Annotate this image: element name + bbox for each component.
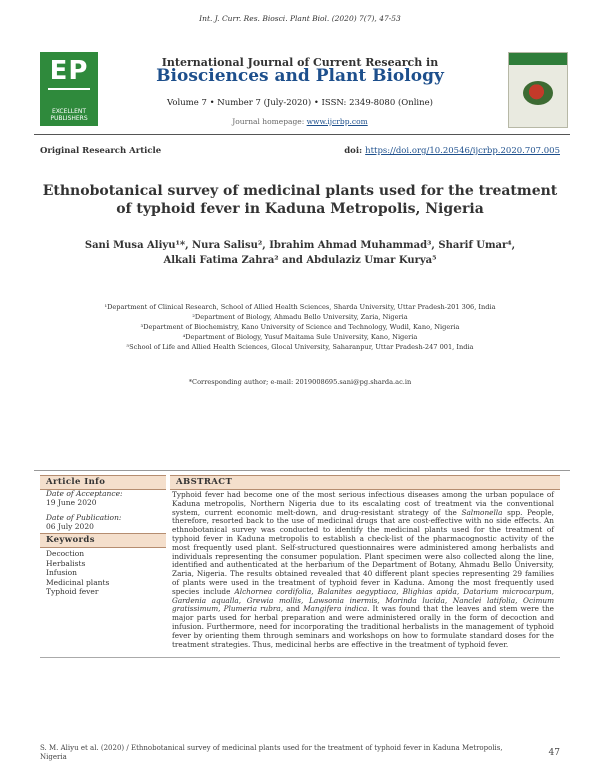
keyword-item: Decoction — [46, 549, 85, 558]
abstract-top-rule — [34, 470, 570, 471]
affiliation: ²Department of Biology, Ahmadu Bello University, Zaria, Nigeria — [192, 313, 408, 321]
author-list — [40, 238, 560, 268]
abstract-p2: spp. People, therefore, resorted back to the use of medicinal drugs that are cost-effective with no side effects. An ethnobotanical survey was conducted to identify the medicinal plants used for the treatment of typhoid fever in Kaduna metropolis to establish a check-list of the pharmacognostic activity of the most frequently used plant. Self-structured questionnaires were administered among herbalists and individuals representing the consumer population. Plant specimen were also collected along the line, identified and authenticated at the herbarium of the Department of Botany, Ahmadu Bello University, Zaria, Nigeria. The results obtained revealed that 40 different plant species representing 29 families of plants were used in the treatment of typhoid fever in Kaduna. Among the most frequently used species include — [172, 507, 554, 596]
journal-homepage — [0, 117, 600, 126]
article-info-heading: Article Info — [40, 475, 166, 490]
journal-volume: Volume 7 • Number 7 (July-2020) • ISSN: 2349-8080 (Online) — [167, 98, 433, 108]
abstract-species-last: Mangifera indica — [303, 604, 368, 614]
logo-letters: EP — [49, 56, 89, 86]
abstract-p4: . It was found that the leaves and stem were the major parts used for herbal preparation and were administered orally in the form of decoction and infusion. Furthermore, need for incorporating the traditional herbalists in the management of typhoid fever by orienting them through seminars and workshops on how to formulate standard doses for the treatment strategies. Thus, medicinal herbs are effective in the treatment of typhoid fever. — [172, 604, 555, 649]
affiliation: ¹Department of Clinical Research, School of Allied Health Sciences, Sharda University, Uttar Pradesh-201 306, India — [104, 303, 496, 311]
page-number: 47 — [548, 748, 560, 758]
keyword-list — [46, 549, 162, 597]
abstract-italic-genus: Salmonella — [461, 507, 503, 517]
affiliation: ³Department of Biochemistry, Kano University of Science and Technology, Wudil, Kano, Nigeria — [140, 323, 460, 331]
abstract-p1: Typhoid fever had become one of the most serious infectious diseases among the urban populace of Kaduna metropolis, Northern Nigeria due to its escalating cost of treatment via the conventional system, current economic melt-down, and drug-resistant strategy of the — [172, 490, 554, 517]
affiliations — [40, 302, 560, 352]
affiliation: ⁴Department of Biology, Yusuf Maitama Sule University, Kano, Nigeria — [182, 333, 418, 341]
keyword-item: Herbalists — [46, 558, 86, 568]
affiliation: ⁵School of Life and Allied Health Sciences, Glocal University, Saharanpur, Uttar Pradesh-247 001, India — [126, 343, 474, 351]
acceptance-label: Date of Acceptance: — [46, 489, 123, 498]
doi — [344, 146, 560, 156]
article-info — [46, 489, 162, 531]
article-type: Original Research Article — [40, 146, 162, 156]
authors-line-2: Alkali Fatima Zahra² and Abdulaziz Umar Kurya⁵ — [163, 255, 437, 266]
keyword-item: Infusion — [46, 568, 77, 577]
acceptance-date: 19 June 2020 — [46, 498, 97, 507]
running-header: Int. J. Curr. Res. Biosci. Plant Biol. (2020) 7(7), 47-53 — [199, 14, 401, 23]
keyword-item: Typhoid fever — [46, 587, 99, 596]
authors-line-1: Sani Musa Aliyu¹*, Nura Salisu², Ibrahim Ahmad Muhammad³, Sharif Umar⁴, — [84, 240, 516, 251]
abstract-bottom-rule — [40, 657, 560, 658]
journal-name-line2: Biosciences and Plant Biology — [156, 66, 444, 86]
doi-label: doi: — [344, 146, 366, 156]
homepage-label: Journal homepage: — [232, 117, 307, 126]
abstract-text — [172, 491, 554, 649]
header-rule — [34, 134, 570, 135]
abstract-heading: ABSTRACT — [170, 475, 560, 490]
keywords-heading: Keywords — [40, 533, 166, 548]
corresponding-author: *Corresponding author; e-mail: 2019008695.sani@pg.sharda.ac.in — [188, 378, 412, 386]
journal-name-line1: International Journal of Current Research in — [161, 56, 439, 69]
footer-citation: S. M. Aliyu et al. (2020) / Ethnobotanical survey of medicinal plants used for the treatment of typhoid fever in Kaduna Metropolis, Nigeria — [40, 744, 503, 761]
abstract-species-list: Alchornea cordifolia, Balanites aegyptiaca, Blighias apida, Datarium microcarpum, Gardenia aqualla, Grewia mollis, Lawsonia inermis, Morinda lucida, Nanclei latifolia, Ocimum gratissimum, Plumeria rubra, — [172, 586, 554, 614]
doi-link[interactable]: https://doi.org/10.20546/ijcrbp.2020.707.005 — [365, 146, 560, 156]
logo-divider — [48, 88, 90, 90]
homepage-link[interactable]: www.ijcrbp.com — [306, 117, 368, 126]
publication-date: 06 July 2020 — [46, 522, 94, 531]
logo-publisher-name: EXCELLENT PUBLISHERS — [50, 108, 88, 122]
publication-label: Date of Publication: — [46, 513, 122, 522]
abstract-p3: and — [283, 604, 304, 614]
paper-title: Ethnobotanical survey of medicinal plants used for the treatment of typhoid fever in Kaduna Metropolis, Nigeria — [42, 183, 558, 217]
keyword-item: Medicinal plants — [46, 577, 110, 587]
